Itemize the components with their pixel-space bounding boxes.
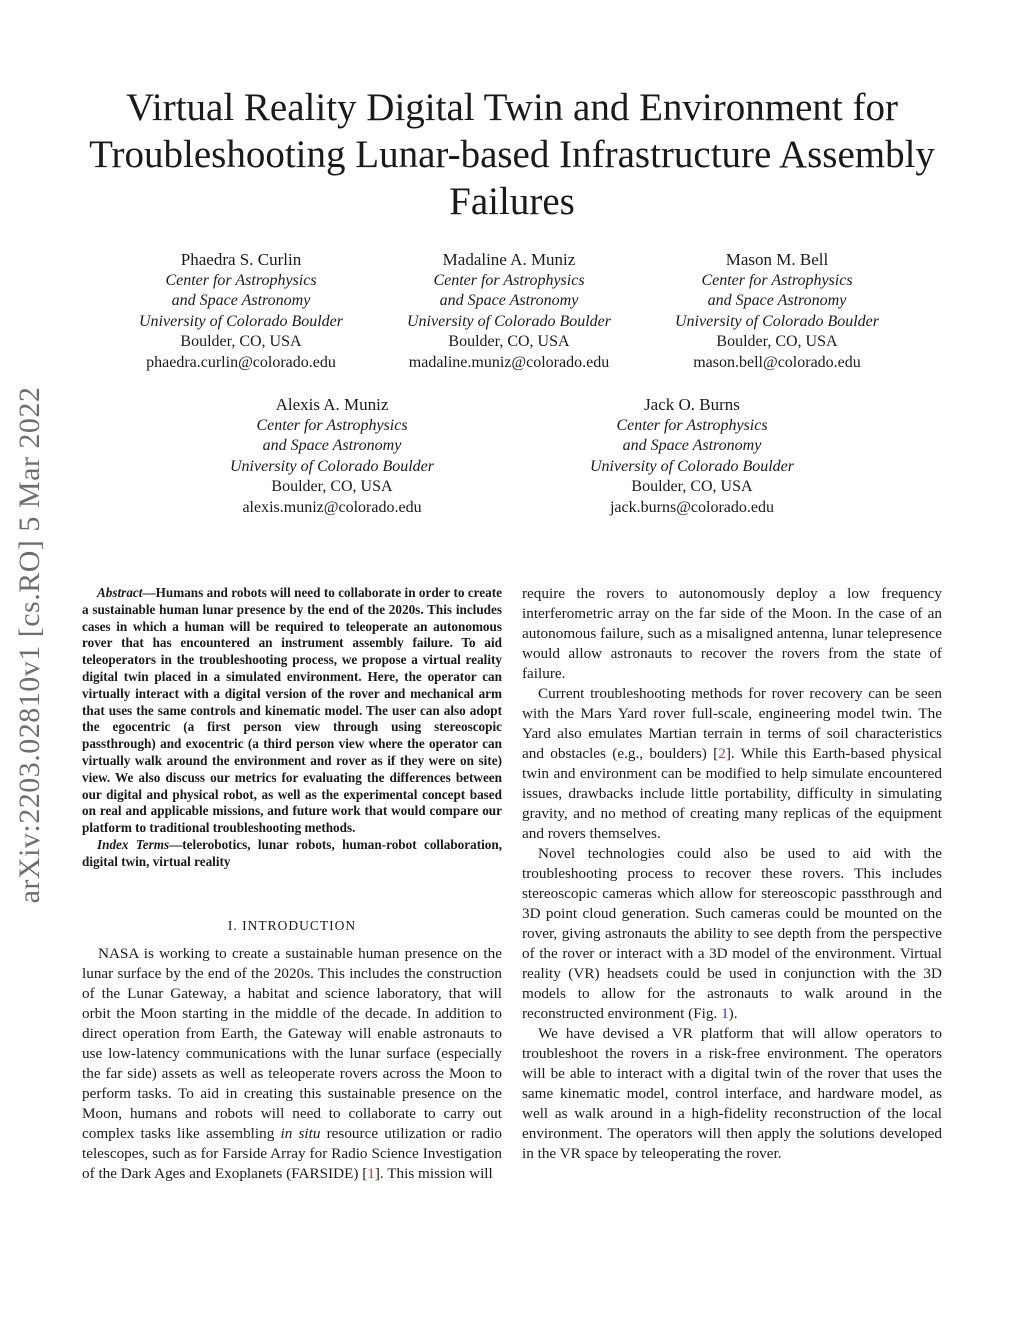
abstract-label: Abstract — [97, 585, 143, 600]
author-email: mason.bell@colorado.edu — [693, 353, 861, 371]
author-block — [389, 250, 629, 373]
body-text: Novel technologies could also be used to aid with the troubleshooting process to recover these rovers. This includes stereoscopic cameras which allow for stereoscopic passthrough and 3D point cloud generation. Such cameras could be mounted on the rover, giving astronauts the ability to see depth from the perspective of the rover or interact with a 3D model of the environment. Virtual reality (VR) headsets could be used in conjunction with the 3D models to allow for the astronauts to walk around in the reconstructed environment (Fig. — [522, 845, 942, 1022]
body-text: Current troubleshooting methods for rover recovery can be seen with the Mars Yard rover full-scale, engineering model twin. The Yard also emulates Martian terrain in terms of soil characteristics and obstacles (e.g., boulders) [ — [522, 685, 942, 762]
author-affiliation: Center for Astrophysics — [433, 271, 585, 289]
author-name: Madaline A. Muniz — [442, 250, 576, 269]
intro-left-column — [82, 944, 502, 1184]
author-university: University of Colorado Boulder — [407, 312, 611, 330]
author-email: alexis.muniz@colorado.edu — [242, 498, 422, 516]
body-paragraph — [522, 684, 942, 844]
author-name: Phaedra S. Curlin — [180, 250, 302, 269]
author-block — [572, 395, 812, 518]
author-name: Alexis A. Muniz — [275, 395, 389, 414]
body-paragraph — [82, 944, 502, 1184]
section-heading: I. INTRODUCTION — [227, 918, 357, 933]
index-terms — [82, 837, 502, 871]
author-university: University of Colorado Boulder — [590, 457, 794, 475]
author-affiliation: and Space Astronomy — [262, 437, 402, 454]
author-affiliation: and Space Astronomy — [707, 292, 847, 309]
author-block — [212, 395, 452, 518]
author-block — [657, 250, 897, 373]
author-location: Boulder, CO, USA — [180, 333, 302, 350]
author-affiliation: and Space Astronomy — [171, 292, 311, 309]
citation-link[interactable]: 1 — [367, 1165, 375, 1182]
index-terms-label: Index Terms — [97, 836, 170, 852]
author-location: Boulder, CO, USA — [716, 333, 838, 350]
author-affiliation: Center for Astrophysics — [701, 271, 853, 289]
author-name: Jack O. Burns — [644, 395, 740, 414]
body-emphasis: in situ — [280, 1125, 321, 1142]
author-location: Boulder, CO, USA — [448, 333, 570, 350]
body-paragraph: We have devised a VR platform that will allow operators to troubleshoot the rovers in a risk-free environment. The operators will be able to interact with a digital twin of the rover that uses the same kinematic model, control interface, and hardware model, as well as walk around in a high-fidelity reconstruction of the local environment. The operators will then apply the solutions developed in the VR space by teleoperating the rover. — [522, 1025, 942, 1162]
abstract — [82, 585, 502, 871]
author-affiliation: Center for Astrophysics — [256, 416, 408, 434]
abstract-text: —Humans and robots will need to collaborate in order to create a sustainable human lunar presence by the end of the 2020s. This includes cases in which a human will be required to teleoperate an autonomous rover that has encountered an instrument assembly failure. To aid teleoperators in the troubleshooting process, we propose a virtual reality digital twin placed in a simulated environment. Here, the operator can virtually interact with a digital version of the rover and mechanical arm that uses the same controls and kinematic model. The user can also adopt the egocentric (a first person view through using stereoscopic passthrough) and exocentric (a third person view where the operator can virtually walk around the environment and rover as if they were on site) view. We also discuss our metrics for evaluating the differences between our digital and physical robot, as well as the experimental concept based on real and applicable missions, and future work that would compare our platform to traditional troubleshooting methods. — [82, 585, 502, 836]
author-affiliation: and Space Astronomy — [622, 437, 762, 454]
author-email: phaedra.curlin@colorado.edu — [146, 353, 336, 371]
arxiv-identifier: arXiv:2203.02810v1 [cs.RO] 5 Mar 2022 — [13, 386, 46, 904]
author-block — [121, 250, 361, 373]
author-affiliation: Center for Astrophysics — [616, 416, 768, 434]
author-university: University of Colorado Boulder — [230, 457, 434, 475]
author-location: Boulder, CO, USA — [271, 478, 393, 495]
author-affiliation: Center for Astrophysics — [165, 271, 317, 289]
body-text: ]. While this Earth-based physical twin and environment can be modified to help simulate encountered issues, drawbacks include little portability, difficulty in simulating gravity, and no method of creating many replicas of the equipment and rovers themselves. — [522, 745, 942, 842]
citation-link[interactable]: 2 — [718, 745, 726, 762]
intro-right-column — [522, 584, 942, 1164]
paper-title: Virtual Reality Digital Twin and Environment for Troubleshooting Lunar-based Infrastructure Assembly Failures — [89, 86, 935, 223]
author-location: Boulder, CO, USA — [631, 478, 753, 495]
body-paragraph — [522, 844, 942, 1024]
author-university: University of Colorado Boulder — [675, 312, 879, 330]
body-paragraph: require the rovers to autonomously deploy a low frequency interferometric array on the far side of the Moon. In the case of an autonomous failure, such as a misaligned antenna, lunar telepresence would allow astronauts to recover the rovers from the state of failure. — [522, 585, 942, 682]
abstract-paragraph — [82, 585, 502, 837]
index-terms-text: —telerobotics, lunar robots, human-robot collaboration, digital twin, virtual reality — [82, 836, 502, 869]
author-affiliation: and Space Astronomy — [439, 292, 579, 309]
body-text: ]. This mission will — [374, 1165, 493, 1182]
body-text: resource utilization or radio telescopes, such as for Farside Array for Radio Science Investigation of the Dark Ages and Exoplanets (FARSIDE) [ — [82, 1125, 503, 1182]
body-text: NASA is working to create a sustainable human presence on the lunar surface by the end of the 2020s. This includes the construction of the Lunar Gateway, a habitat and science laboratory, that will orbit the Moon starting in the middle of the decade. In addition to direct operation from Earth, the Gateway will enable astronauts to use low-latency communications with the lunar surface (especially the far side) assets as well as teleoperate rovers across the Moon to perform tasks. To aid in creating this sustainable presence on the Moon, humans and robots will need to collaborate to carry out complex tasks like assembling — [82, 945, 502, 1142]
figure-reference-link[interactable]: 1 — [721, 1005, 729, 1022]
author-name: Mason M. Bell — [725, 250, 829, 269]
author-email: jack.burns@colorado.edu — [609, 498, 774, 516]
author-email: madaline.muniz@colorado.edu — [408, 353, 610, 371]
author-university: University of Colorado Boulder — [139, 312, 343, 330]
body-text: ). — [728, 1005, 738, 1022]
